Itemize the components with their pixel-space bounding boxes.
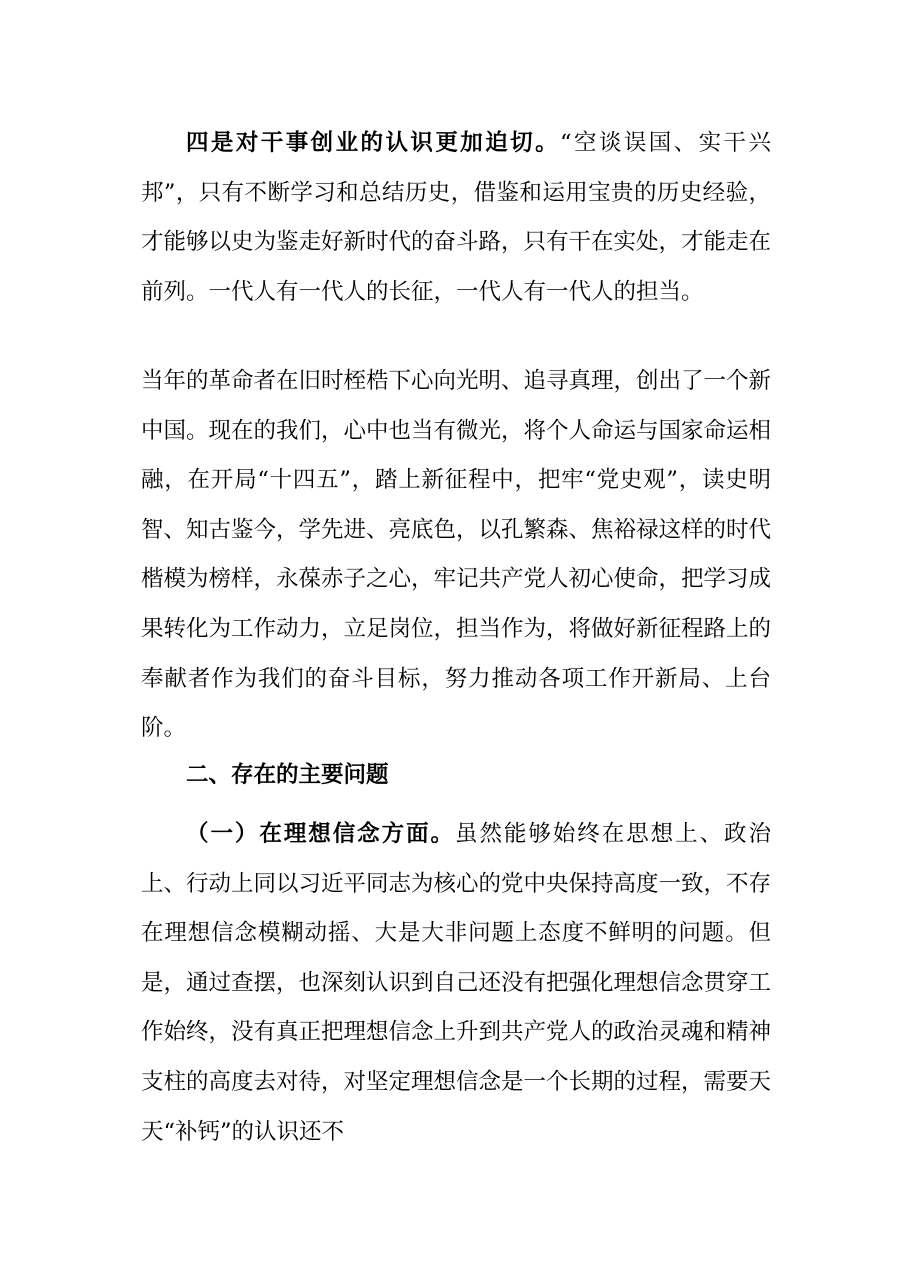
section-heading-main-problems: 二、存在的主要问题 — [186, 762, 389, 788]
paragraph-lead-bold: （一）在理想信念方面。 — [186, 821, 456, 847]
paragraph-ideals-beliefs — [141, 810, 771, 1157]
paragraph-body: 虽然能够始终在思想上、政治上、行动上同以习近平同志为核心的党中央保持高度一致，不存在理想信念模糊动摇、大是大非问题上态度不鲜明的问题。但是，通过查摆，也深刻认识到自己还没有把强化理想信念贯穿工作始终，没有真正把理想信念上升到共产党人的政治灵魂和精神支柱的高度去对待，对坚定理想信念是一个长期的过程，需要天天“补钙”的认识还不 — [141, 821, 772, 1145]
paragraph-revolutionaries: 当年的革命者在旧时桎梏下心向光明、追寻真理，创出了一个新中国。现在的我们，心中也当有微光，将个人命运与国家命运相融，在开局“十四五”，踏上新征程中，把牢“党史观”，读史明智、知古鉴今，学先进、亮底色，以孔繁森、焦裕禄这样的时代楷模为榜样，永葆赤子之心，牢记共产党人初心使命，把学习成果转化为工作动力，立足岗位，担当作为，将做好新征程路上的奉献者作为我们的奋斗目标，努力推动各项工作开新局、上台阶。 — [141, 368, 772, 742]
paragraph-body: “空谈误国、实干兴邦”，只有不断学习和总结历史，借鉴和运用宝贵的历史经验，才能够以史为鉴走好新时代的奋斗路，只有干在实处，才能走在前列。一代人有一代人的长征，一代人有一代人的担当。 — [141, 130, 772, 305]
paragraph-lead-bold: 四是对干事创业的认识更加迫切。 — [186, 130, 561, 156]
paragraph-fourth-point — [141, 119, 771, 317]
